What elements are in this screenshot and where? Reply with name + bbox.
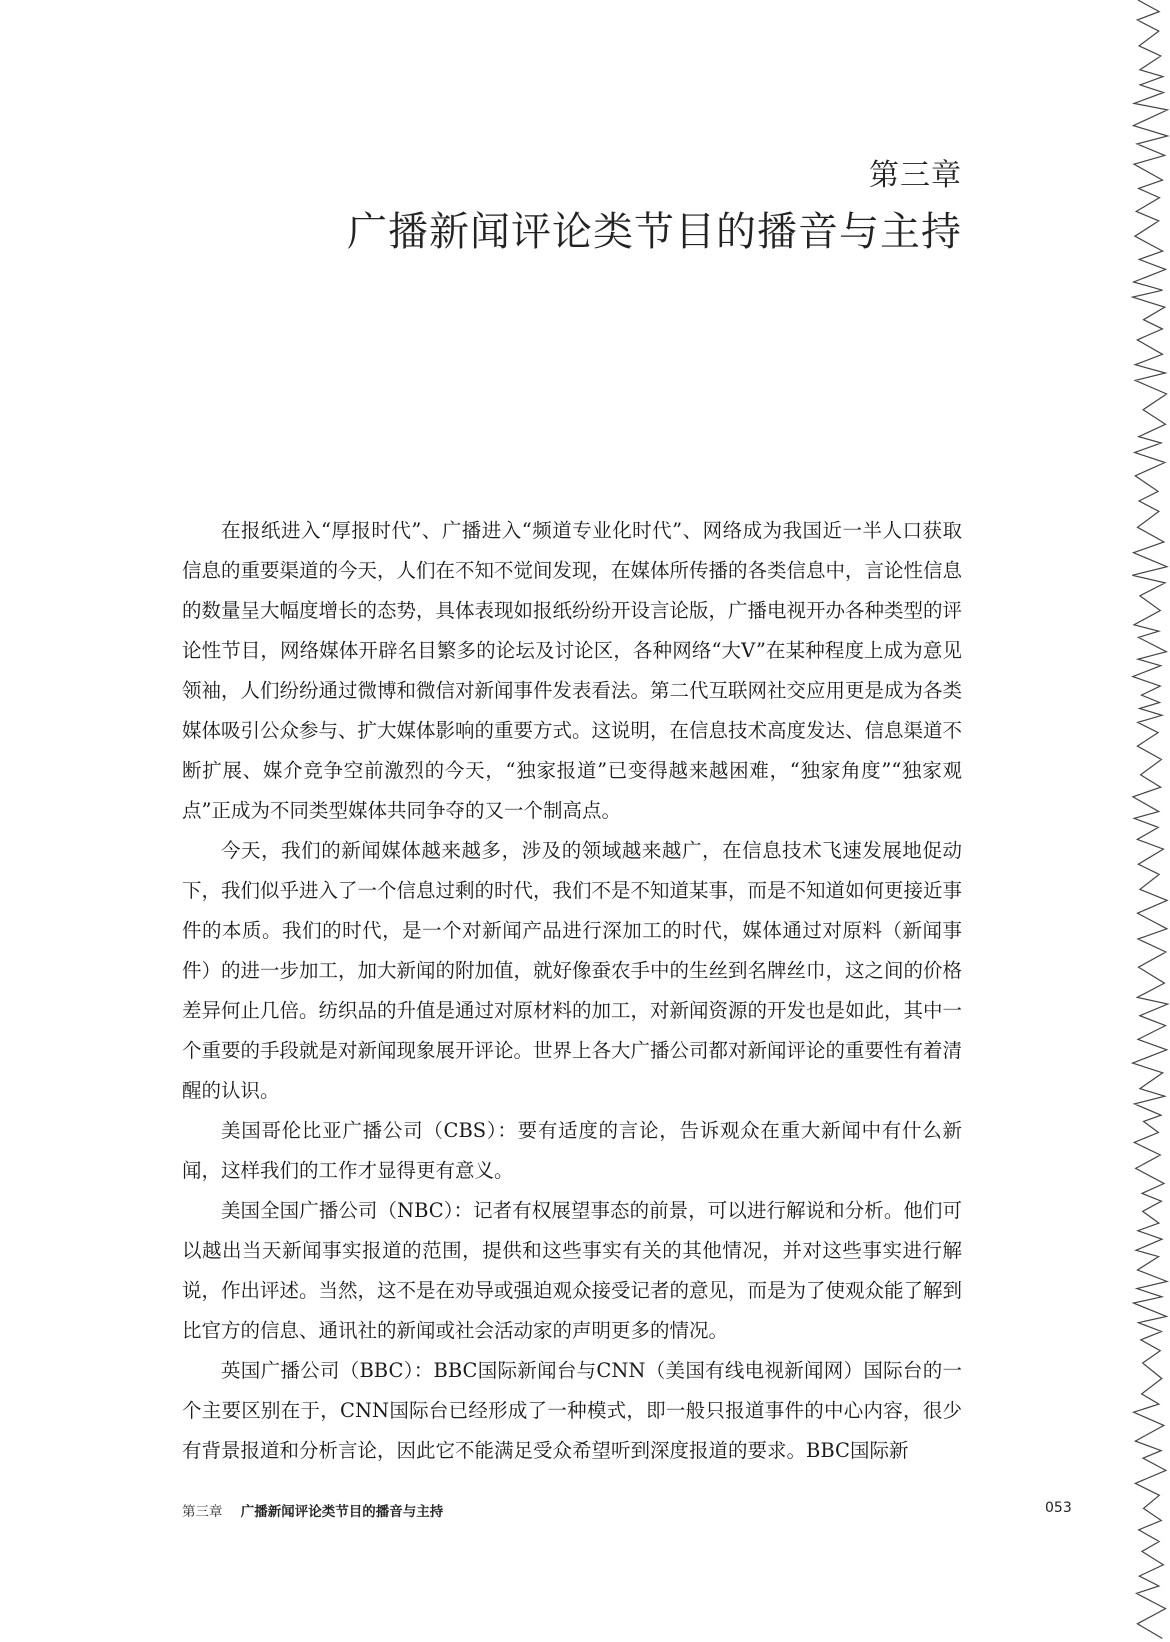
paragraph: 今天，我们的新闻媒体越来越多，涉及的领域越来越广，在信息技术飞速发展地促动下，我们似乎进入了一个信息过剩的时代，我们不是不知道某事，而是不知道如何更接近事件的本质。我们的时代，是一个对新闻产品进行深加工的时代，媒体通过对原料（新闻事件）的进一步加工，加大新闻的附加值，就好像蚕农手中的生丝到名牌丝巾，这之间的价格差异何止几倍。纺织品的升值是通过对原材料的加工，对新闻资源的开发也是如此，其中一个重要的手段就是对新闻现象展开评论。世界上各大广播公司都对新闻评论的重要性有着清醒的认识。 bbox=[182, 839, 963, 1102]
paragraph: 在报纸进入“厚报时代”、广播进入“频道专业化时代”、网络成为我国近一半人口获取信息的重要渠道的今天，人们在不知不觉间发现，在媒体所传播的各类信息中，言论性信息的数量呈大幅度增长的态势，具体表现如报纸纷纷开设言论版，广播电视开办各种类型的评论性节目，网络媒体开辟名目繁多的论坛及讨论区，各种网络“大V”在某种程度上成为意见领袖，人们纷纷通过微博和微信对新闻事件发表看法。第二代互联网社交应用更是成为各类媒体吸引公众参与、扩大媒体影响的重要方式。这说明，在信息技术高度发达、信息渠道不断扩展、媒介竞争空前激烈的今天，“独家报道”已变得越来越困难，“独家角度”“独家观点”正成为不同类型媒体共同争夺的又一个制高点。 bbox=[182, 519, 963, 822]
chapter-title: 广播新闻评论类节目的播音与主持 bbox=[347, 209, 962, 255]
paragraph: 美国全国广播公司（NBC）：记者有权展望事态的前景，可以进行解说和分析。他们可以越出当天新闻事实报道的范围，提供和这些事实有关的其他情况，并对这些事实进行解说，作出评述。当然，这不是在劝导或强迫观众接受记者的意见，而是为了使观众能了解到比官方的信息、通讯社的新闻或社会活动家的声明更多的情况。 bbox=[182, 1199, 963, 1342]
torn-edge-decoration bbox=[1128, 0, 1170, 1642]
body-text bbox=[182, 511, 962, 1471]
paragraph: 英国广播公司（BBC）：BBC国际新闻台与CNN（美国有线电视新闻网）国际台的一个主要区别在于，CNN国际台已经形成了一种模式，即一般只报道事件的中心内容，很少有背景报道和分析言论，因此它不能满足受众希望听到深度报道的要求。BBC国际新 bbox=[182, 1359, 962, 1462]
footer-chapter-label: 第三章 bbox=[182, 1504, 223, 1520]
chapter-label: 第三章 bbox=[869, 158, 962, 193]
page-number: 053 bbox=[1045, 1500, 1072, 1516]
footer-chapter-title: 广播新闻评论类节目的播音与主持 bbox=[240, 1504, 444, 1520]
paragraph: 美国哥伦比亚广播公司（CBS）：要有适度的言论，告诉观众在重大新闻中有什么新闻，这样我们的工作才显得更有意义。 bbox=[182, 1119, 962, 1182]
running-footer bbox=[182, 1500, 443, 1520]
